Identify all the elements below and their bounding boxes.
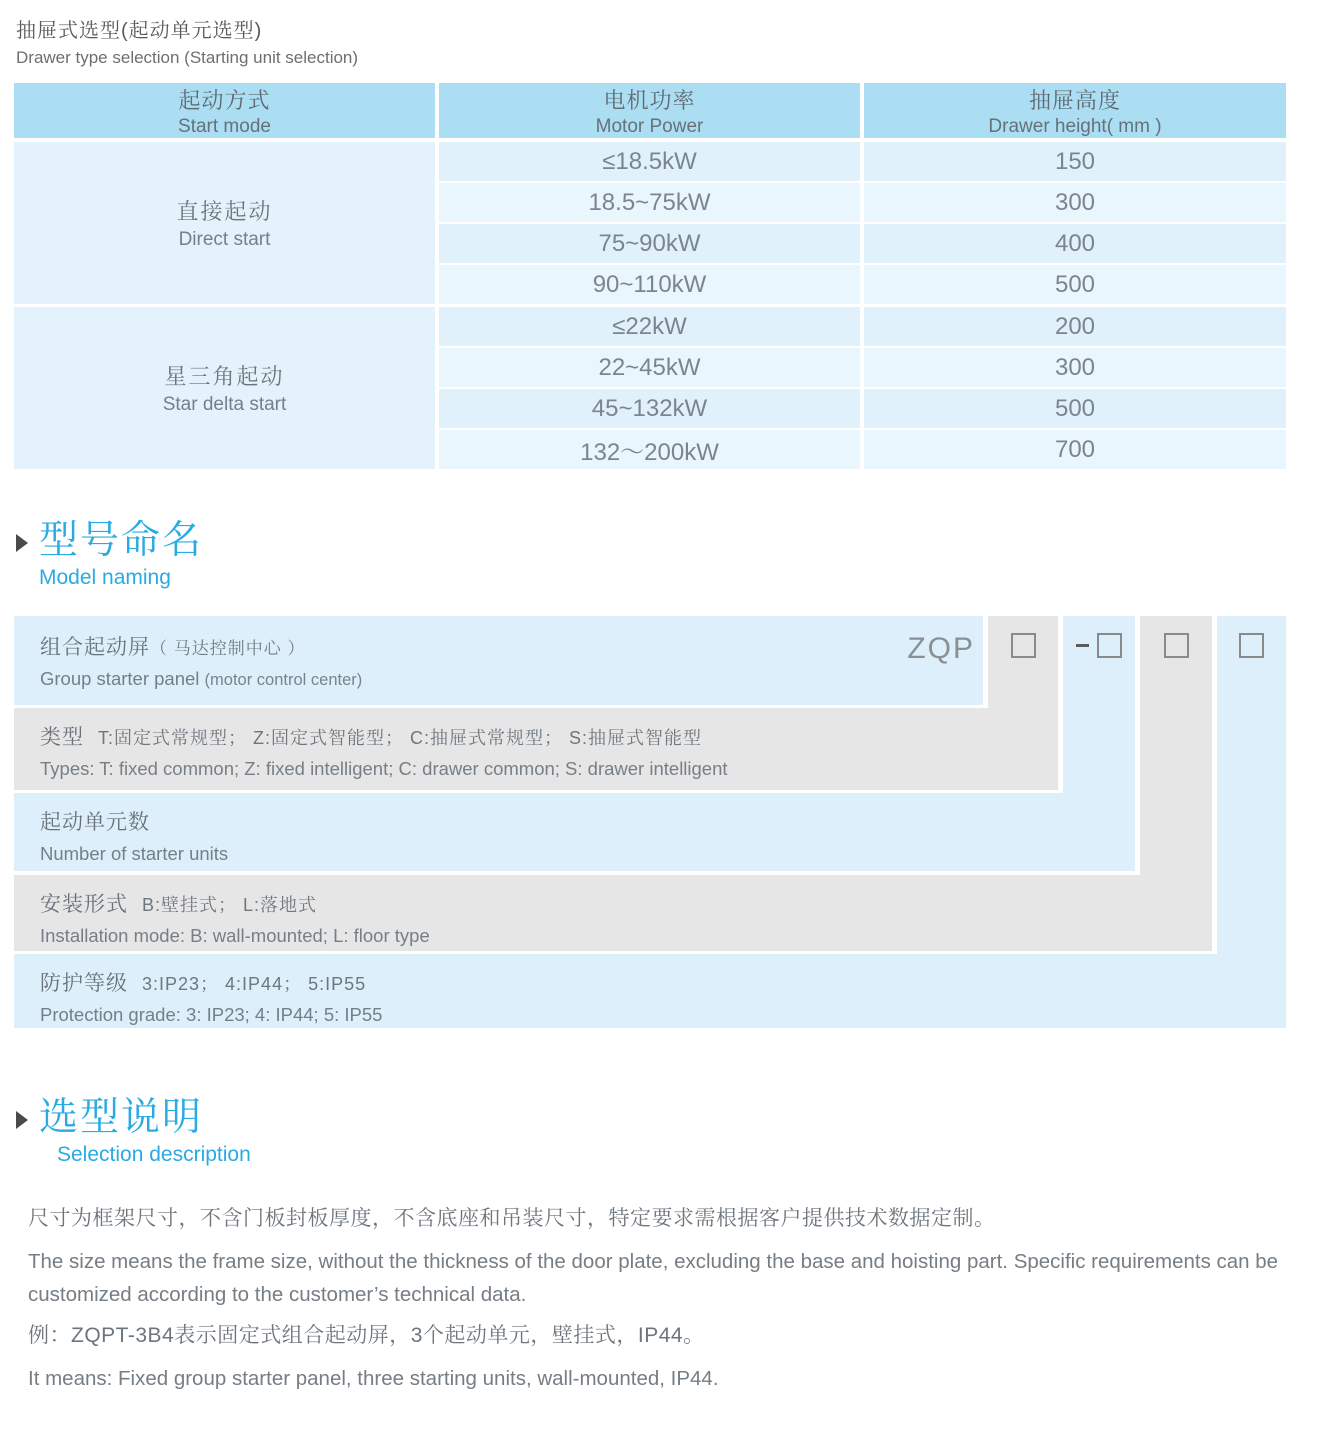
motor-power-cell: ≤22kW [439,307,860,346]
step-label-zh-detail: 3:IP23； 4:IP44； 5:IP55 [142,974,367,994]
description-paragraph-zh: 尺寸为框架尺寸，不含门板封板厚度，不含底座和吊装尺寸，特定要求需根据客户提供技术数据定制。 [28,1207,996,1230]
column-header-start-mode [14,83,435,138]
section-arrow-icon [16,534,28,552]
table-row [439,224,1286,263]
step-label-en: Number of starter units [40,843,229,864]
step-text [14,708,1058,780]
step-label-en: Group starter panel [40,668,200,689]
motor-power-cell: 75~90kW [439,224,860,263]
diagram-step-installation-mode [14,875,1212,951]
table-header-row [14,83,1286,138]
diagram-strip-type [988,616,1058,790]
table-row [439,183,1286,222]
drawer-height-cell: 700 [864,430,1286,469]
motor-power-cell: 18.5~75kW [439,183,860,222]
step-label-zh-sub: （ 马达控制中心 ） [150,639,306,658]
start-mode-en: Star delta start [162,394,287,415]
diagram-step-type [14,708,1058,790]
column-header-en: Start mode [178,115,271,137]
section-heading-selection-description [16,1096,1322,1167]
section-title-en: Model naming [39,566,171,589]
example-paragraph-en: It means: Fixed group starter panel, three starting units, wall-mounted, IP44. [28,1367,719,1390]
drawer-height-cell: 300 [864,348,1286,387]
table-group-star-delta-start [14,307,1286,469]
diagram-step-protection-grade [14,954,1286,1028]
diagram-strip-number-of-units [1063,616,1135,871]
table-row [439,348,1286,387]
motor-power-cell: 90~110kW [439,265,860,304]
column-header-zh: 电机功率 [603,87,696,113]
column-header-en: Motor Power [595,115,704,137]
step-label-zh: 防护等级 [40,972,128,995]
strip-content [988,616,1058,658]
step-label-zh: 组合起动屏 [40,636,150,659]
column-header-zh: 抽屉高度 [1028,87,1121,113]
diagram-strip-protection-grade [1217,616,1286,1028]
column-header-drawer-height [864,83,1286,138]
step-text [14,954,1286,1026]
description-paragraph-en: The size means the frame size, without the thickness of the door plate, excluding the base and hoisting part. Specific requirements can be customized according to the customer’s technical data. [28,1250,1279,1306]
table-row [439,389,1286,428]
start-mode-en: Direct start [178,229,271,250]
group-rows [439,142,1286,304]
table-row [439,265,1286,304]
section-title-zh: 型号命名 [39,519,204,562]
drawer-height-cell: 300 [864,183,1286,222]
table-row [439,430,1286,469]
diagram-step-group-starter-panel [14,616,983,705]
table-group-direct-start [14,142,1286,304]
column-header-motor-power [439,83,860,138]
model-code-dash [1076,644,1089,647]
step-label-zh: 起动单元数 [40,811,150,834]
model-code-box [1164,633,1189,658]
table-body [14,142,1286,469]
selection-description-text [28,1203,1290,1395]
motor-power-cell: ≤18.5kW [439,142,860,181]
column-header-en: Drawer height( mm ) [988,115,1162,137]
step-label-en: Protection grade: 3: IP23; 4: IP44; 5: IP55 [40,1004,383,1025]
motor-power-cell: 22~45kW [439,348,860,387]
step-label-zh-detail: T:固定式常规型； Z:固定式智能型； C:抽屉式常规型； S:抽屉式智能型 [98,728,703,748]
start-mode-zh: 直接起动 [176,199,273,224]
start-mode-cell [14,307,435,469]
model-code-box [1097,633,1122,658]
drawer-height-cell: 500 [864,389,1286,428]
step-label-en: Installation mode: B: wall-mounted; L: floor type [40,925,430,946]
step-label-zh: 类型 [40,726,84,749]
step-text [14,793,1135,865]
column-header-zh: 起动方式 [178,87,271,113]
strip-content [1217,616,1286,658]
model-naming-diagram [14,616,1286,1028]
example-paragraph-zh: 例：ZQPT-3B4表示固定式组合起动屏，3个起动单元，壁挂式，IP44。 [28,1324,705,1347]
drawer-height-cell: 400 [864,224,1286,263]
model-code-prefix: ZQP [907,632,975,665]
step-label-en: Types: T: fixed common; Z: fixed intelligent; C: drawer common; S: drawer intelligent [40,758,728,779]
step-text [14,875,1212,947]
motor-power-cell: 132～200kW [439,430,860,469]
start-mode-zh: 星三角起动 [164,364,285,389]
heading-text [39,519,203,590]
strip-content [1063,616,1135,658]
diagram-step-number-of-units [14,793,1135,871]
motor-power-cell: 45~132kW [439,389,860,428]
drawer-height-cell: 500 [864,265,1286,304]
diagram-strip-installation-mode [1140,616,1212,951]
section-heading-model-naming [16,519,1322,590]
group-rows [439,307,1286,469]
model-code-box [1011,633,1036,658]
step-text [14,616,983,690]
drawer-height-cell: 200 [864,307,1286,346]
section-title-en: Selection description [57,1143,251,1166]
heading-text [39,1096,251,1167]
section-arrow-icon [16,1111,28,1129]
table-row [439,307,1286,346]
model-code-box [1239,633,1264,658]
drawer-selection-table [14,83,1286,469]
step-label-en-sub: (motor control center) [204,671,363,689]
document-title [16,14,1322,68]
document-title-zh: 抽屉式选型(起动单元选型) [16,20,263,42]
step-label-zh-detail: B:壁挂式； L:落地式 [142,895,318,915]
step-label-zh: 安装形式 [40,893,128,916]
strip-content [1140,616,1212,658]
section-title-zh: 选型说明 [39,1096,204,1139]
catalog-page [0,14,1322,1450]
start-mode-cell [14,142,435,304]
table-row [439,142,1286,181]
document-title-en: Drawer type selection (Starting unit selection) [16,48,359,67]
drawer-height-cell: 150 [864,142,1286,181]
